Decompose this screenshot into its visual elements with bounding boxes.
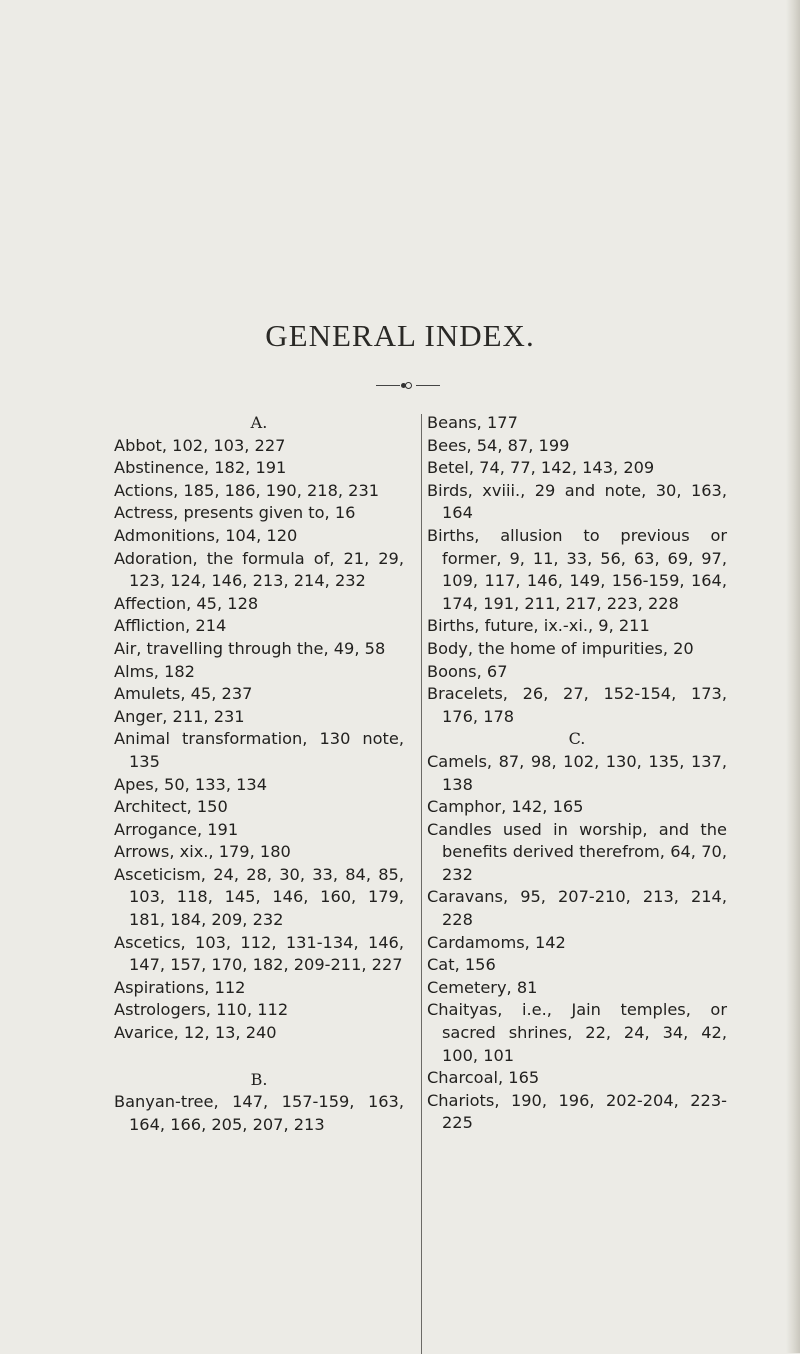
index-entry: Banyan-tree, 147, 157-159, 163, 164, 166, 205, 207, 213 [114,1092,404,1134]
index-entry: Architect, 150 [114,797,228,817]
index-entry: Cemetery, 81 [427,977,538,997]
index-entry: Animal transformation, 130 note, 135 [114,729,404,771]
index-entry: Affliction, 214 [114,616,227,636]
index-entry: Abstinence, 182, 191 [114,458,287,478]
title-ornament [376,381,440,391]
index-entry: Caravans, 95, 207-210, 213, 214, 228 [427,887,727,930]
entries-b-right [427,412,727,728]
ornament-ring [405,382,412,389]
index-entry: Births, future, ix.-xi., 9, 211 [427,616,650,636]
index-entry: Avarice, 12, 13, 240 [114,1023,277,1043]
index-entry: Actress, presents given to, 16 [114,503,356,523]
index-entry: Births, allusion to previous or former, 9, 11, 33, 56, 63, 69, 97, 109, 117, 146, 149, 156-159, 164, 174, 191, 211, 217, 223, 228 [427,525,727,613]
entries-c [427,751,727,1135]
ornament-line-right [416,385,440,386]
index-entry: Chariots, 190, 196, 202-204, 223-225 [427,1090,727,1133]
entries-a [114,435,404,1045]
column-divider [421,414,422,1354]
index-entry: Beans, 177 [427,413,518,432]
entries-b-left [114,1091,404,1136]
index-entry: Admonitions, 104, 120 [114,525,298,545]
index-entry: Bracelets, 26, 27, 152-154, 173, 176, 178 [427,684,727,726]
index-entry: Air, travelling through the, 49, 58 [114,638,386,658]
index-entry: Charcoal, 165 [427,1068,540,1088]
index-entry: Anger, 211, 231 [114,706,245,726]
index-entry: Camphor, 142, 165 [427,797,584,817]
section-heading-c: C. [568,729,586,749]
index-entry: Actions, 185, 186, 190, 218, 231 [114,480,380,500]
index-entry: Astrologers, 110, 112 [114,1000,289,1020]
index-entry: Chaityas, i.e., Jain temples, or sacred shrines, 22, 24, 34, 42, 100, 101 [427,1000,727,1065]
index-entry: Abbot, 102, 103, 227 [114,435,286,455]
index-entry: Body, the home of impurities, 20 [427,638,694,658]
index-entry: Affection, 45, 128 [114,593,259,613]
index-entry: Cardamoms, 142 [427,932,566,952]
index-entry: Camels, 87, 98, 102, 130, 135, 137, 138 [427,751,727,794]
index-entry: Ascetics, 103, 112, 131-134, 146, 147, 157, 170, 182, 209-211, 227 [114,932,404,975]
section-heading-a: A. [250,413,268,432]
index-entry: Amulets, 45, 237 [114,684,253,704]
page-title: GENERAL INDEX. [265,318,535,353]
section-heading-b: B. [250,1069,268,1089]
index-entry: Adoration, the formula of, 21, 29, 123, 124, 146, 213, 214, 232 [114,548,404,591]
index-entry: Apes, 50, 133, 134 [114,774,268,794]
index-entry: Arrogance, 191 [114,819,239,839]
index-entry: Cat, 156 [427,955,496,975]
index-entry: Candles used in worship, and the benefits derived therefrom, 64, 70, 232 [427,819,727,884]
right-column [427,412,727,1135]
index-entry: Betel, 74, 77, 142, 143, 209 [427,458,655,478]
index-entry: Boons, 67 [427,661,508,681]
index-entry: Bees, 54, 87, 199 [427,435,570,455]
index-entry: Alms, 182 [114,661,195,681]
left-column [114,412,404,1136]
page-edge-shadow [786,0,800,1353]
index-entry: Asceticism, 24, 28, 30, 33, 84, 85, 103, 118, 145, 146, 160, 179, 181, 184, 209, 232 [114,864,404,930]
ornament-line-left [376,385,400,386]
index-entry: Birds, xviii., 29 and note, 30, 163, 164 [427,480,727,523]
index-entry: Arrows, xix., 179, 180 [114,842,291,862]
index-entry: Aspirations, 112 [114,977,246,997]
